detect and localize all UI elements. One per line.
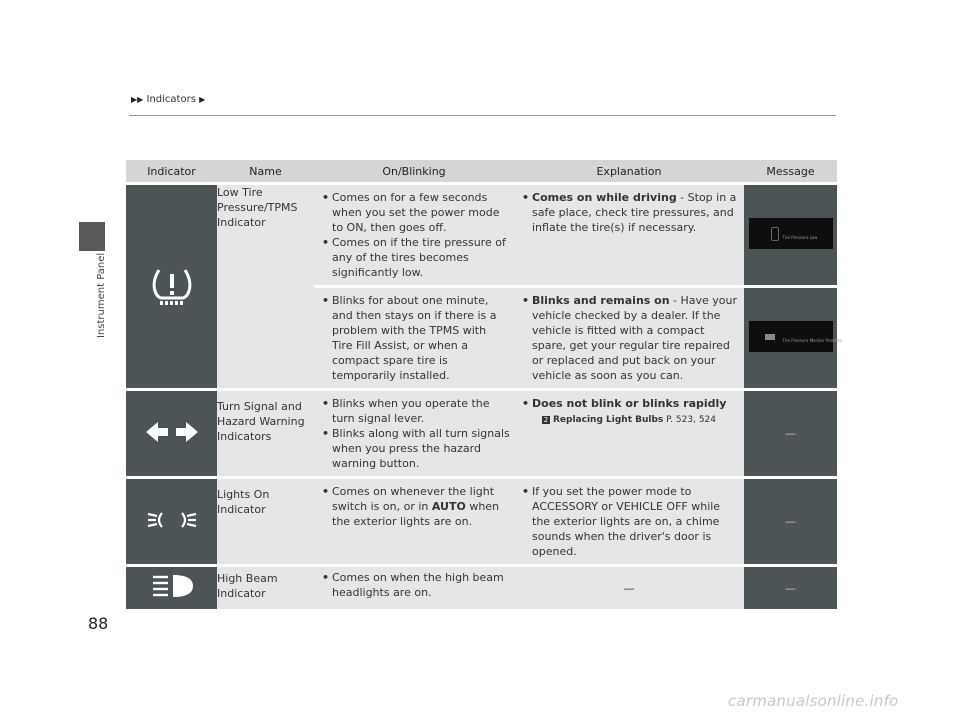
tire-pressure-warning-icon bbox=[149, 264, 195, 306]
column-header: Explanation bbox=[514, 160, 744, 182]
breadcrumb-arrow-icon: ▶ bbox=[199, 95, 206, 104]
table-row bbox=[126, 479, 837, 564]
message-cell: — bbox=[744, 479, 837, 564]
tire-icon bbox=[765, 334, 775, 340]
lights-on-icon bbox=[146, 508, 198, 532]
on-blinking-text: Comes on whenever the light switch is on, or in bbox=[332, 485, 495, 513]
on-blinking-cell bbox=[314, 185, 514, 285]
reference-page: P. 523, 524 bbox=[666, 415, 716, 425]
indicator-table bbox=[126, 157, 843, 612]
indicator-cell bbox=[126, 185, 217, 388]
reference-arrow-icon: 2 bbox=[543, 415, 549, 424]
table-row bbox=[126, 567, 837, 609]
on-blinking-cell bbox=[314, 567, 514, 609]
table-row bbox=[126, 185, 837, 285]
tire-icon bbox=[771, 227, 779, 241]
explanation-cell bbox=[514, 567, 744, 609]
explanation-heading: Blinks and remains on bbox=[532, 294, 670, 307]
section-tab bbox=[79, 222, 105, 251]
indicator-name: Lights On Indicator bbox=[217, 479, 314, 564]
breadcrumb[interactable] bbox=[131, 94, 205, 105]
reference-title: Replacing Light Bulbs bbox=[553, 415, 664, 425]
indicator-name: Low Tire Pressure/TPMS Indicator bbox=[217, 185, 314, 388]
on-blinking-cell bbox=[314, 479, 514, 564]
indicator-cell bbox=[126, 567, 217, 609]
table-row bbox=[126, 391, 837, 476]
explanation-cell bbox=[514, 288, 744, 388]
message-cell: — bbox=[744, 567, 837, 609]
on-blinking-cell bbox=[314, 288, 514, 388]
column-header: Indicator bbox=[126, 160, 217, 182]
on-blinking-cell bbox=[314, 391, 514, 476]
breadcrumb-arrow-icon: ▶▶ bbox=[131, 95, 144, 104]
message-display-text: Tire Pressure Low bbox=[782, 234, 818, 240]
on-blinking-item: • Blinks along with all turn signals when you press the hazard warning button. bbox=[322, 426, 510, 471]
column-header: Name bbox=[217, 160, 314, 182]
explanation-cell bbox=[514, 391, 744, 476]
message-cell bbox=[744, 288, 843, 388]
cross-reference-link[interactable] bbox=[542, 415, 716, 425]
explanation-cell bbox=[514, 479, 744, 564]
indicator-name: High Beam Indicator bbox=[217, 567, 314, 609]
column-header: On/Blinking bbox=[314, 160, 514, 182]
on-blinking-item: • Blinks for about one minute, and then stays on if there is a problem with the TPMS with Tire Fill Assist, or when a compact spare tire is temporarily installed. bbox=[322, 293, 510, 383]
explanation-text: • If you set the power mode to ACCESSORY or VEHICLE OFF while the exterior lights are on, a chime sounds when the driver's door is opened. bbox=[522, 484, 740, 559]
explanation-text: - Stop in a safe place, check tire pressures, and inflate the tire(s) if necessary. bbox=[532, 191, 737, 234]
indicator-name: Turn Signal and Hazard Warning Indicators bbox=[217, 391, 314, 476]
explanation-cell bbox=[514, 185, 744, 285]
watermark-url: carmanualsonline.info bbox=[728, 692, 899, 710]
breadcrumb-label: Indicators bbox=[146, 94, 196, 105]
indicator-cell bbox=[126, 391, 217, 476]
explanation-heading: Comes on while driving bbox=[532, 191, 677, 204]
message-display-image bbox=[749, 218, 833, 249]
page-number: 88 bbox=[88, 614, 109, 633]
message-display-text: Tire Pressure Monitor Problem bbox=[782, 337, 843, 343]
explanation-text: — bbox=[623, 581, 635, 595]
column-header: Message bbox=[744, 160, 837, 182]
on-blinking-text: when the exterior lights are on. bbox=[332, 500, 500, 528]
table-header bbox=[126, 160, 837, 182]
explanation-heading: Does not blink or blinks rapidly bbox=[532, 397, 727, 410]
header-divider bbox=[129, 115, 836, 116]
section-label: Instrument Panel bbox=[96, 252, 107, 338]
indicator-cell bbox=[126, 479, 217, 564]
turn-signal-arrows-icon bbox=[144, 420, 200, 444]
on-blinking-item: • Comes on if the tire pressure of any of the tires becomes significantly low. bbox=[322, 235, 510, 280]
message-cell: — bbox=[744, 391, 837, 476]
auto-mode-label: AUTO bbox=[431, 500, 466, 513]
high-beam-icon bbox=[149, 573, 195, 599]
on-blinking-item: • Comes on for a few seconds when you set the power mode to ON, then goes off. bbox=[322, 190, 510, 235]
message-cell bbox=[744, 185, 837, 285]
on-blinking-item: • Blinks when you operate the turn signal lever. bbox=[322, 396, 510, 426]
on-blinking-item: • Comes on when the high beam headlights are on. bbox=[322, 570, 510, 600]
explanation-text: - Have your vehicle checked by a dealer. If the vehicle is fitted with a compact spare, get your regular tire repaired or replaced and put back on your vehicle as soon as you can. bbox=[532, 294, 738, 382]
message-display-image bbox=[749, 321, 843, 352]
